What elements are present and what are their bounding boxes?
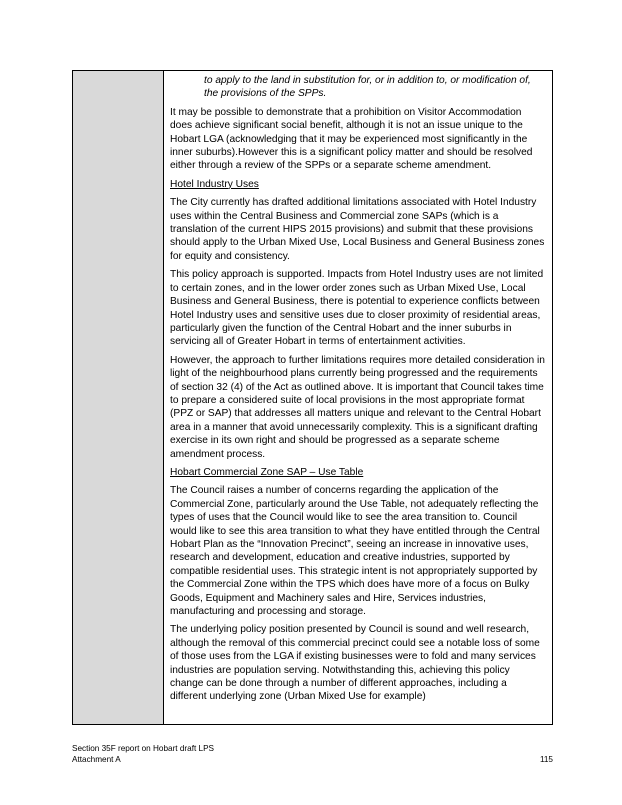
paragraph-commercial-zone-concerns: The Council raises a number of concerns regarding the application of the Commercial Zone, particularly around the Use Table, not adequately reflecting the types of uses that the Council would like to see the area transition to. Council would like to see this area transition to what they have entitled through the Central Hobart Plan as the “Innovation Precinct”, seeing an increase in innovative uses, research and development, education and creative industries, supported by compatible residential uses. This strategic intent is not appropriately supported by the Commercial Zone within the TPS which does have more of a focus on Bulky Goods, Equipment and Machinery sales and Hire, Services industries, manufacturing and processing and storage. (170, 485, 540, 618)
heading-commercial-zone-sap: Hobart Commercial Zone SAP – Use Table (170, 466, 364, 478)
paragraph-visitor-accommodation: It may be possible to demonstrate that a prohibition on Visitor Accommodation does achieve significant social benefit, although it is not an issue unique to the Hobart LGA (acknowledging that it may be experienced most significantly in the inner suburbs).However this is a significant policy matter and should be resolved either through a review of the SPPs or a separate scheme amendment. (170, 106, 533, 172)
footer-report-title: Section 35F report on Hobart draft LPS (72, 744, 214, 753)
paragraph-hotel-industry-drafted: The City currently has drafted additional limitations associated with Hotel Industry uses within the Central Business and Commercial zone SAPs (which is a translation of the current HIPS 2015 provisions) and submit that these provisions should apply to the Urban Mixed Use, Local Business and General Business zones for equity and consistency. (170, 197, 545, 262)
table-content-cell (164, 71, 552, 724)
heading-hotel-industry-uses: Hotel Industry Uses (170, 178, 259, 190)
page-number: 115 (539, 754, 553, 764)
paragraph-further-limitations: However, the approach to further limitations requires more detailed consideration in light of the neighbourhood plans currently being progressed and the requirements of section 32 (4) of the Act as outlined above. It is important that Council takes time to prepare a considered suite of local provisions in the most appropriate format (PPZ or SAP) that addresses all matters unique and relevant to the Central Hobart area in a manner that avoid unnecessarily complexity. This is a significant drafting exercise in its own right and should be progressed as a separate scheme amendment process. (170, 354, 545, 460)
report-table (72, 70, 553, 725)
footer-attachment: Attachment A (72, 754, 121, 764)
quote-text: to apply to the land in substitution for, or in addition to, or modification of, the provisions of the SPPs. (204, 75, 531, 100)
paragraph-underlying-policy: The underlying policy position presented by Council is sound and well research, although the removal of this commercial precinct could see a notable loss of some of those uses from the LGA if existing businesses were to fold and many services industries are population serving. Notwithstanding this, achieving this policy change can be done through a number of different approaches, including a different underlying zone (Urban Mixed Use for example) (170, 624, 540, 703)
page-footer (72, 744, 553, 765)
table-left-cell (73, 71, 164, 724)
paragraph-policy-supported: This policy approach is supported. Impacts from Hotel Industry uses are not limited to certain zones, and in the lower order zones such as Urban Mixed Use, Local Business and General Business, there is potential to experience conflicts between Hotel Industry uses and sensitive uses due to closer proximity of residential areas, particularly given the function of the Central Hobart and the inner suburbs in servicing all of Greater Hobart in terms of entertainment activities. (170, 269, 544, 348)
